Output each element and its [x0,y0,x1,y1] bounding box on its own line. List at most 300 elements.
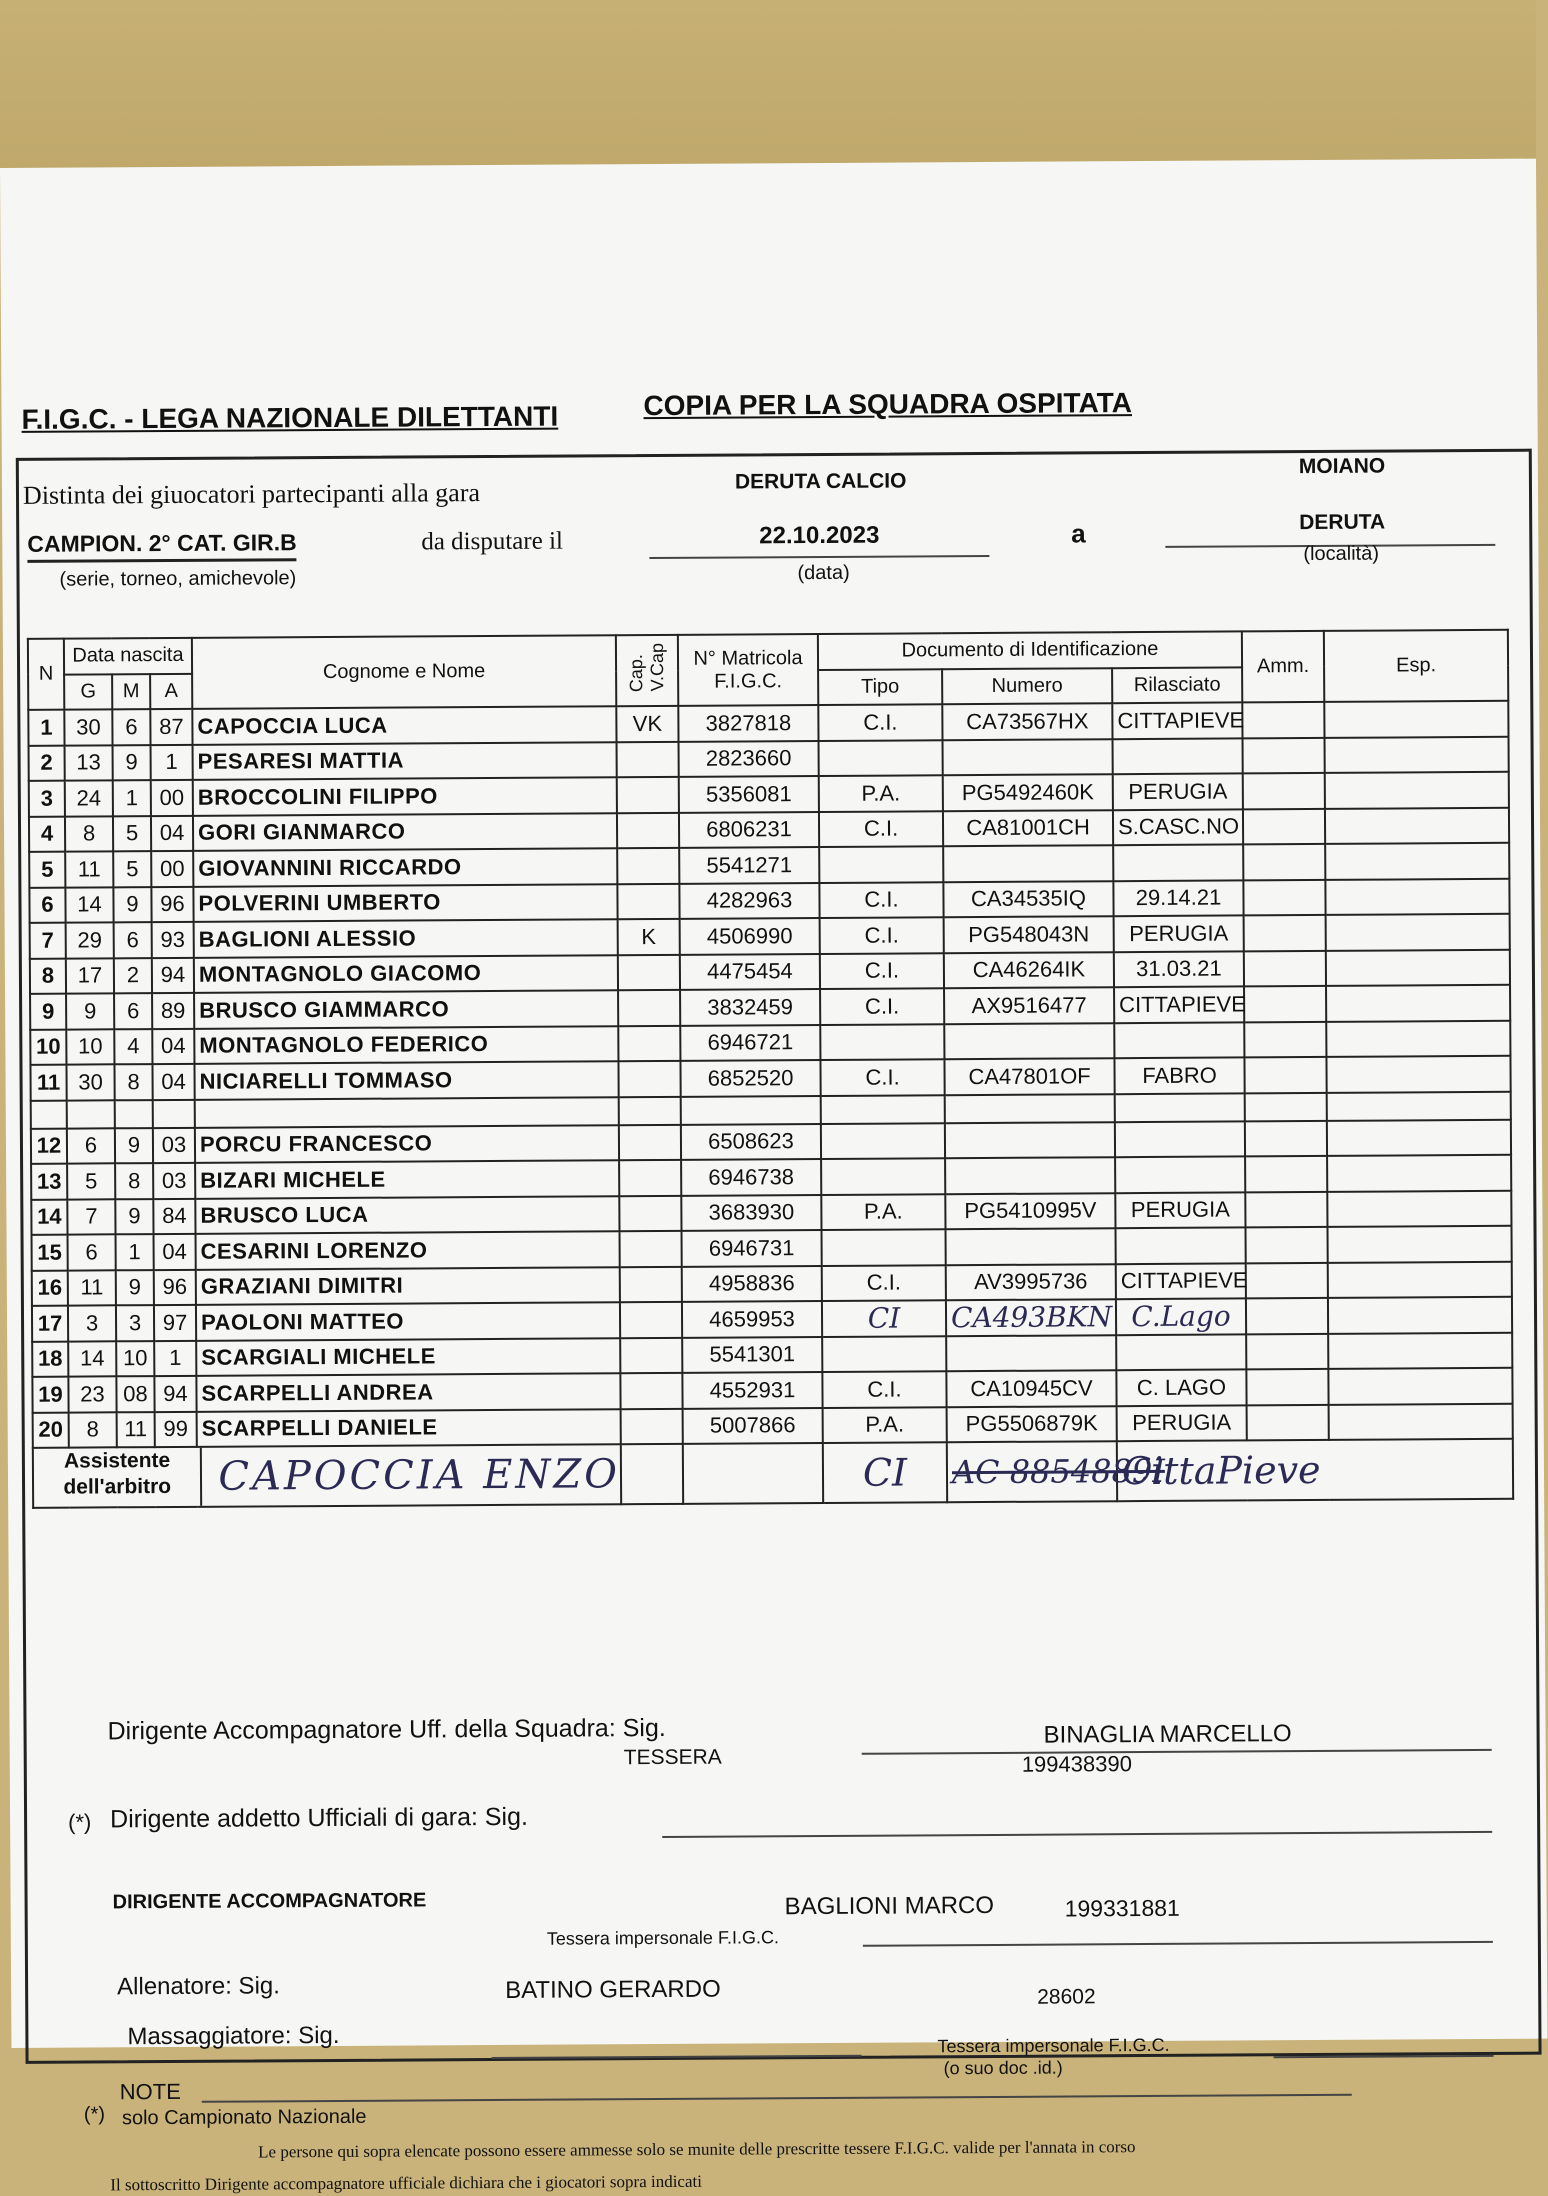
birth-year: 89 [152,993,194,1029]
doc-type: C.I. [820,1059,944,1095]
player-number: 11 [30,1065,66,1101]
matricola: 5007866 [683,1407,823,1443]
document-sheet [0,159,1547,2195]
tessera-imp-label: Tessera impersonale F.I.G.C. [546,1927,779,1949]
player-number: 5 [29,852,65,888]
player-number: 14 [31,1199,67,1235]
birth-month: 9 [113,745,151,781]
birth-day: 23 [68,1376,116,1412]
esp-cell [1325,772,1509,809]
matricola: 5541301 [682,1336,822,1372]
doc-issuer [1116,1334,1246,1370]
player-name: BRUSCO LUCA [195,1196,619,1234]
dirigente-uff-name: BINAGLIA MARCELLO [1043,1720,1292,1749]
birth-year: 04 [154,1234,196,1270]
esp-cell [1328,1368,1512,1405]
assistant-label-1: Assistente [63,1448,171,1473]
player-name: MONTAGNOLO GIACOMO [194,955,618,993]
doc-number: AV3995736 [946,1264,1116,1301]
birth-month: 4 [114,1029,152,1065]
doc-issuer [1113,844,1243,880]
doc-issuer [1113,738,1243,774]
doc-number [943,845,1113,882]
matricola: 6508623 [681,1124,821,1160]
col-esp: Esp. [1324,630,1508,702]
col-a: A [150,673,192,709]
tessera-label: TESSERA [623,1745,722,1770]
captain-mark [620,1373,682,1409]
doc-issuer: PERUGIA [1115,1192,1245,1228]
doc-number: AX9516477 [944,987,1114,1024]
player-number: 18 [32,1341,68,1377]
player-number: 6 [29,887,65,923]
amm-cell [1246,1298,1328,1334]
assistant-doc-number: AC 8854889I [947,1441,1117,1502]
birth-year: 04 [152,1064,194,1100]
birth-year: 03 [153,1163,195,1199]
esp-cell [1328,1332,1512,1369]
player-name: MONTAGNOLO FEDERICO [194,1026,618,1064]
date-line [649,555,989,559]
birth-month: 11 [117,1412,155,1448]
player-number: 3 [29,781,65,817]
birth-year: 96 [151,886,193,922]
player-name: BAGLIONI ALESSIO [194,919,618,957]
esp-cell [1327,1119,1511,1156]
amm-cell [1243,808,1325,844]
assistant-doc-issuer: CittaPieve [1117,1439,1513,1501]
doc-number [946,1335,1116,1372]
amm-cell [1246,1262,1328,1298]
doc-type [822,1336,946,1372]
esp-cell [1325,878,1509,915]
matricola: 4659953 [682,1301,822,1337]
doc-number [945,1157,1115,1194]
birth-month: 9 [115,1199,153,1235]
captain-mark [619,1124,681,1160]
player-number: 17 [32,1306,68,1342]
bottom-line: Il sottoscritto Dirigente accompagnatore ufficiale dichiara che i giocatori sopra indicati [110,2171,702,2195]
birth-month: 8 [115,1163,153,1199]
amm-cell [1244,986,1326,1022]
player-name: BIZARI MICHELE [195,1160,619,1198]
at-label: a [1071,518,1086,549]
doc-type: P.A. [819,775,943,811]
captain-mark [620,1337,682,1373]
birth-year: 1 [154,1340,196,1376]
captain-mark: K [618,919,680,955]
birth-year: 1 [151,744,193,780]
player-name: CAPOCCIA LUCA [192,706,616,744]
col-doc: Documento di Identificazione [818,631,1242,669]
birth-day: 10 [66,1029,114,1065]
matricola: 6946738 [681,1159,821,1195]
doc-type: C.I. [818,704,942,740]
player-number: 19 [32,1377,68,1413]
allenatore-label: Allenatore: Sig. [117,1972,280,2001]
doc-number: CA47801OF [944,1058,1114,1095]
birth-day: 6 [67,1128,115,1164]
birth-month: 10 [116,1341,154,1377]
players-first-group [28,701,1510,1101]
player-name: NICIARELLI TOMMASO [194,1061,618,1099]
doc-number: CA493BKN [946,1299,1116,1336]
doc-issuer: PERUGIA [1114,915,1244,951]
player-number: 1 [28,710,64,746]
doc-type: C.I. [822,1265,946,1301]
location: DERUTA [1299,510,1386,535]
col-birth: Data nascita [64,638,192,674]
col-numero: Numero [942,668,1112,705]
birth-day: 29 [66,922,114,958]
doc-number [944,1023,1114,1060]
player-number: 8 [30,958,66,994]
esp-cell [1326,985,1510,1022]
doc-issuer [1114,1022,1244,1058]
doc-issuer: 31.03.21 [1114,951,1244,987]
birth-day: 30 [66,1064,114,1100]
amm-cell [1246,1227,1328,1263]
birth-month: 1 [113,780,151,816]
doc-issuer: 29.14.21 [1113,880,1243,916]
location-caption: (località) [1303,542,1380,566]
doc-number: CA46264IK [944,952,1114,989]
captain-mark [620,1231,682,1267]
esp-cell [1326,914,1510,951]
away-team: MOIANO [1298,454,1386,479]
doc-number: PG5492460K [943,774,1113,811]
amm-cell [1247,1404,1329,1440]
header-right-title: COPIA PER LA SQUADRA OSPITATA [643,387,1133,422]
amm-cell [1244,1057,1326,1093]
home-team: DERUTA CALCIO [734,469,907,494]
matricola: 4552931 [682,1372,822,1408]
col-tipo: Tipo [818,669,942,705]
doc-type [820,1024,944,1060]
birth-year: 00 [151,780,193,816]
doc-issuer: C. LAGO [1116,1369,1246,1405]
doc-number: PG5410995V [945,1193,1115,1230]
matricola: 3683930 [681,1195,821,1231]
col-g: G [64,674,112,710]
matricola: 4958836 [682,1266,822,1302]
doc-type: C.I. [820,953,944,989]
captain-mark [617,777,679,813]
esp-cell [1327,1190,1511,1227]
player-number: 13 [31,1164,67,1200]
esp-cell [1324,701,1508,738]
birth-day: 3 [68,1305,116,1341]
captain-mark [621,1408,683,1444]
birth-day: 11 [65,851,113,887]
amm-cell [1243,879,1325,915]
player-number: 16 [32,1270,68,1306]
assistant-label [34,1448,203,1507]
dirigente-acc-tessera: 199331881 [1064,1894,1180,1922]
birth-year: 94 [154,1376,196,1412]
birth-month: 2 [114,958,152,994]
birth-year: 97 [154,1305,196,1341]
matricola: 6806231 [679,812,819,848]
captain-mark [618,954,680,990]
player-name: BROCCOLINI FILIPPO [193,777,617,815]
doc-issuer: CITTAPIEVE [1112,702,1242,738]
birth-year: 03 [153,1127,195,1163]
birth-year: 04 [151,815,193,851]
player-name: BRUSCO GIAMMARCO [194,990,618,1028]
birth-year: 96 [154,1269,196,1305]
captain-mark [620,1302,682,1338]
matricola: 3827818 [678,705,818,741]
doc-issuer [1115,1227,1245,1263]
captain-mark [617,883,679,919]
amm-cell [1245,1120,1327,1156]
esp-cell [1328,1261,1512,1298]
player-number: 10 [30,1029,66,1065]
doc-type [819,740,943,776]
matricola: 4475454 [680,954,820,990]
player-number: 9 [30,994,66,1030]
birth-day: 14 [65,887,113,923]
captain-mark [618,1061,680,1097]
matricola: 4506990 [680,918,820,954]
doc-issuer [1115,1121,1245,1157]
doc-type [819,846,943,882]
dirigente-uff-label: Dirigente Accompagnatore Uff. della Squadra: Sig. [107,1713,666,1746]
birth-day: 11 [68,1270,116,1306]
assistant-label-2: dell'arbitro [63,1474,172,1499]
birth-month: 5 [113,816,151,852]
dirigente-acc-name: BAGLIONI MARCO [784,1891,995,1921]
amm-cell [1246,1333,1328,1369]
amm-cell [1245,1191,1327,1227]
birth-day: 8 [69,1412,117,1448]
player-number: 15 [32,1235,68,1271]
date-caption: (data) [797,561,850,585]
player-name: SCARPELLI DANIELE [197,1409,621,1447]
birth-day: 24 [65,780,113,816]
allenatore-name: BATINO GERARDO [505,1975,721,2004]
player-name: SCARPELLI ANDREA [196,1373,620,1411]
amm-cell [1244,1021,1326,1057]
birth-month: 6 [112,709,150,745]
player-name: SCARGIALI MICHELE [196,1338,620,1376]
doc-issuer [1115,1156,1245,1192]
competition: CAMPION. 2° CAT. GIR.B [27,529,297,563]
birth-day: 5 [67,1163,115,1199]
captain-mark [617,848,679,884]
doc-issuer: PERUGIA [1117,1405,1247,1441]
tessera-imp-label-2: Tessera impersonale F.I.G.C. [937,2034,1170,2057]
esp-cell [1328,1226,1512,1263]
doc-number [945,1122,1115,1159]
amm-cell [1243,773,1325,809]
date-label: da disputare il [421,527,564,556]
captain-mark [617,812,679,848]
col-matricola [678,634,818,706]
esp-cell [1325,736,1509,773]
doc-issuer: CITTAPIEVE [1116,1263,1246,1299]
doc-type [821,1123,945,1159]
player-name: PESARESI MATTIA [193,742,617,780]
matricola-label-2: F.I.G.C. [714,669,783,693]
esp-cell [1327,1155,1511,1192]
birth-month: 1 [116,1234,154,1270]
birth-day: 13 [65,745,113,781]
captain-mark [618,1025,680,1061]
matricola: 6852520 [680,1060,820,1096]
birth-year: 00 [151,851,193,887]
col-name: Cognome e Nome [192,635,616,709]
matricola: 4282963 [679,883,819,919]
birth-month: 8 [114,1064,152,1100]
birth-day: 9 [66,993,114,1029]
player-name: GORI GIANMARCO [193,813,617,851]
assistant-doc-type: CI [823,1442,947,1503]
birth-month: 6 [114,993,152,1029]
birth-month: 6 [114,922,152,958]
birth-day: 14 [68,1341,116,1377]
amm-cell [1245,1156,1327,1192]
col-n: N [28,639,64,710]
esp-cell [1325,843,1509,880]
doc-number: CA81001CH [943,810,1113,847]
birth-year: 84 [153,1198,195,1234]
birth-year: 87 [150,709,192,745]
amm-cell [1243,737,1325,773]
birth-year: 04 [152,1028,194,1064]
allenatore-tessera: 28602 [1037,1985,1096,2009]
player-name: POLVERINI UMBERTO [193,884,617,922]
competition-caption: (serie, torneo, amichevole) [59,567,297,591]
doc-type: P.A. [823,1407,947,1443]
doc-type: C.I. [819,811,943,847]
doc-number: PG548043N [944,916,1114,953]
match-date: 22.10.2023 [759,521,880,550]
doc-issuer: S.CASC.NO [1113,809,1243,845]
birth-year: 93 [152,922,194,958]
vcap-label: V.Cap [646,643,668,692]
player-number: 7 [30,923,66,959]
esp-cell [1325,807,1509,844]
player-number: 12 [31,1128,67,1164]
distinta-label: Distinta dei giuocatori partecipanti alla gara [22,478,481,510]
doc-type [821,1158,945,1194]
doc-issuer: FABRO [1114,1057,1244,1093]
doc-number [946,1228,1116,1265]
captain-mark [618,990,680,1026]
birth-year: 99 [155,1411,197,1447]
doc-type: C.I. [819,882,943,918]
dirigente-acc-label: DIRIGENTE ACCOMPAGNATORE [112,1889,427,1914]
esp-cell [1326,1056,1510,1093]
doc-number: CA34535IQ [943,881,1113,918]
captain-mark [619,1195,681,1231]
matricola: 3832459 [680,989,820,1025]
doc-number [943,739,1113,776]
player-name: PORCU FRANCESCO [195,1125,619,1163]
captain-mark [619,1160,681,1196]
doc-type: P.A. [821,1194,945,1230]
tessera-imp-line [1274,2055,1494,2058]
note-label: NOTE [119,2078,181,2105]
matricola-label-1: N° Matricola [693,646,803,670]
player-number: 20 [33,1412,69,1448]
birth-month: 08 [116,1376,154,1412]
birth-month: 9 [113,887,151,923]
birth-day: 30 [64,709,112,745]
player-name: GIOVANNINI RICCARDO [193,848,617,886]
doc-type [822,1229,946,1265]
matricola: 5541271 [679,847,819,883]
captain-mark [620,1266,682,1302]
doc-number: CA10945CV [946,1370,1116,1407]
disclaimer: Le persone qui sopra elencate possono essere ammesse solo se munite delle prescritte tessere F.I.G.C. valide per l'annata in corso [258,2137,1136,2162]
matricola: 6946731 [682,1230,822,1266]
amm-cell [1244,950,1326,986]
addetto-marker: (*) [68,1809,92,1835]
player-name: CESARINI LORENZO [196,1231,620,1269]
doc-number: PG5506879K [947,1406,1117,1443]
captain-mark: VK [616,706,678,742]
assistant-row [33,1439,1513,1508]
doc-number: CA73567HX [942,703,1112,740]
col-rilasciato: Rilasciato [1112,667,1242,703]
col-m: M [112,674,150,710]
doc-issuer: PERUGIA [1113,773,1243,809]
esp-cell [1329,1403,1513,1440]
footnote-marker: (*) [83,2103,106,2126]
tessera-imp-sub: (o suo doc .id.) [943,2057,1063,2079]
amm-cell [1244,915,1326,951]
amm-cell [1243,844,1325,880]
doc-type: C.I. [820,917,944,953]
massaggiatore-label: Massaggiatore: Sig. [127,2021,340,2051]
assistant-name: CAPOCCIA ENZO [218,1451,621,1500]
col-amm: Amm. [1242,631,1324,702]
matricola: 6946721 [680,1025,820,1061]
note-line [202,2094,1352,2103]
esp-cell [1326,1020,1510,1057]
matricola: 2823660 [679,741,819,777]
birth-month: 9 [116,1270,154,1306]
players-second-group [31,1119,1513,1448]
doc-type: C.I. [820,988,944,1024]
addetto-label: Dirigente addetto Ufficiali di gara: Sig. [110,1802,528,1834]
player-name: PAOLONI MATTEO [196,1302,620,1340]
birth-day: 17 [66,958,114,994]
doc-issuer: CITTAPIEVE [1114,986,1244,1022]
birth-day: 6 [68,1234,116,1270]
header-left-title: F.I.G.C. - LEGA NAZIONALE DILETTANTI [21,400,559,435]
doc-type: CI [822,1300,946,1336]
amm-cell [1246,1369,1328,1405]
footnote-text: solo Campionato Nazionale [121,2105,367,2130]
col-cap [616,635,678,706]
dirigente-uff-tessera: 199438390 [1021,1751,1132,1777]
players-table [27,629,1514,1509]
birth-day: 7 [67,1199,115,1235]
assistant-group [33,1439,1513,1508]
captain-mark [617,741,679,777]
player-name: GRAZIANI DIMITRI [196,1267,620,1305]
player-number: 4 [29,816,65,852]
birth-year: 94 [152,957,194,993]
doc-issuer: C.Lago [1116,1298,1246,1334]
matricola: 5356081 [679,776,819,812]
amm-cell [1242,702,1324,738]
birth-month: 3 [116,1305,154,1341]
